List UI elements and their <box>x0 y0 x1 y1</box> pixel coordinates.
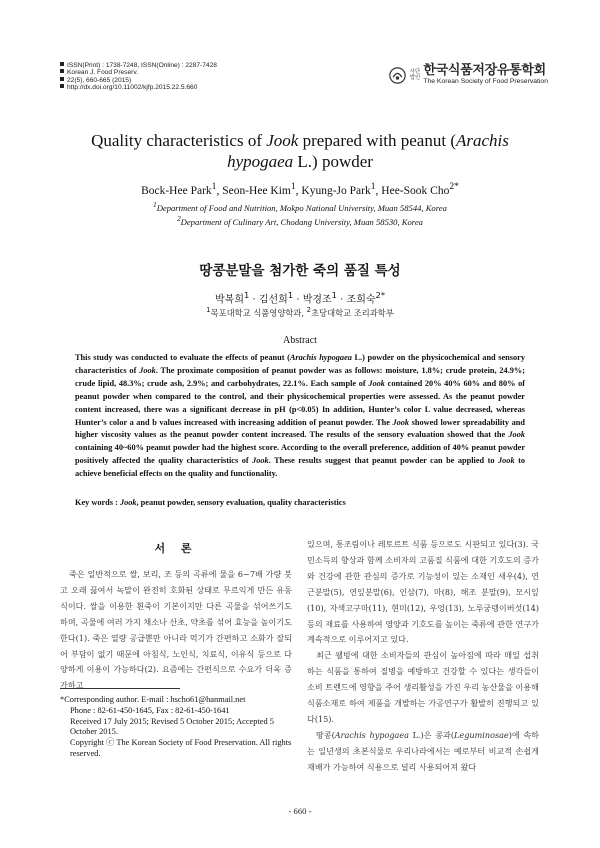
affiliation-text: 초당대학교 조리과학부 <box>311 307 394 318</box>
abstract-text: . These results suggest that peanut powder can be applied to <box>268 456 498 466</box>
abstract-italic: Jook <box>368 378 385 388</box>
affiliation-text: Department of Culinary Art, Chodang University, Muan 58530, Korea <box>180 216 423 227</box>
intro-paragraph <box>307 728 539 776</box>
author-name-kr: 박복희 <box>215 294 244 306</box>
society-names <box>423 64 548 86</box>
mini-label-2: 법인 <box>409 75 421 81</box>
affiliation-2 <box>60 214 540 228</box>
society-header <box>389 64 548 86</box>
footnote <box>60 695 292 760</box>
paper-title-kr: 땅콩분말을 첨가한 죽의 품질 특성 <box>199 263 401 279</box>
abstract-italic: Jook <box>392 417 410 427</box>
author-sup: 1 <box>211 181 217 192</box>
society-name-en: The Korean Society of Food Preservation <box>423 78 548 85</box>
keywords-list: , peanut powder, sensory evaluation, quality characteristics <box>136 498 346 507</box>
abstract-body <box>75 352 525 481</box>
abstract-italic: Jook <box>508 430 525 440</box>
journal-info <box>60 62 217 92</box>
affiliation-sup: 1 <box>206 306 211 314</box>
affiliation-sup: 1 <box>153 201 157 209</box>
footnote-divider <box>60 688 180 689</box>
abstract-italic: Arachis hypogaea <box>289 353 352 362</box>
author-sup: 2* <box>375 290 385 300</box>
journal-name <box>60 69 217 76</box>
journal-issue-text: 22(5), 660-665 (2015) <box>67 76 132 84</box>
abstract-text: contained 20% 40% 60% and 80% of peanut powder when compared to the control, and their physicochemical properties were assessed. As the peanut powder content increased, there was a significant decrease in pH (p<0.05) In addition, Hunter’s color L value decreased, whereas Hunter’s color a and b values increased with increasing addition of peanut powder. The <box>75 378 525 427</box>
author-separator: · <box>249 294 259 306</box>
keywords-label: Key words : <box>75 498 120 507</box>
abstract-text: This study was conducted to evaluate the effects of peanut ( <box>75 353 290 362</box>
footnote-corresponding: *Corresponding author. E-mail : hscho61@hanmail.net <box>60 695 246 704</box>
footnote-copyright: Copyright ⓒ The Korean Society of Food Preservation. All rights reserved. <box>70 738 292 758</box>
abstract-italic: Jook <box>498 456 515 466</box>
title-part: L.) powder <box>293 152 373 171</box>
journal-doi <box>60 84 217 91</box>
authors-en: Bock-Hee Park$^1$, Seon-Hee Kim$^1$, Kyung-Jo Park$^1$, Hee-Sook Cho$^{2*}$ <box>141 181 459 197</box>
title-part: prepared with peanut ( <box>298 131 456 150</box>
abstract-text: showed lower spreadability and higher viscosity values as the peanut powder content increased. The results of the sensory evaluation showed that the <box>75 417 525 440</box>
intro-text: 땅콩( <box>316 729 335 740</box>
intro-paragraph: 있으며, 통조림이나 레토르트 식품 등으로도 시판되고 있다(3). 국민소득의 향상과 함께 소비자의 고품질 식품에 대한 기호도의 증가와 건강에 관한 관심의 증가로 기능성이 있는 소재인 새우(4), 연근분말(5), 연잎분말(6), 인삼(7), 마(8), 해조 분말(9), 모시잎(10), 자색고구마(11), 현미(12), 우엉(13), 노루궁뎅이버섯(14) 등의 재료를 사용하여 영양과 기호도를 높이는 죽류에 관한 연구가 계속적으로 이루어지고 있다. <box>307 539 539 645</box>
journal-issue <box>60 77 217 84</box>
footnote-received: Received 17 July 2015; Revised 5 October 2015; Accepted 5 October 2015. <box>70 716 274 737</box>
section-heading-intro: 서 론 <box>154 542 198 555</box>
author-sup: 1 <box>290 181 296 192</box>
abstract-italic: Jook <box>139 365 156 375</box>
author-name: Kyung-Jo Park <box>301 184 371 197</box>
title-part: Quality characteristics of <box>91 131 267 150</box>
society-logo-icon <box>389 67 406 84</box>
affiliation-sup: 2 <box>306 306 312 314</box>
intro-italic: Arachis hypogaea <box>334 729 409 740</box>
author-separator: · <box>293 294 303 306</box>
author-name-kr: 조희숙 <box>346 294 376 306</box>
bullet-icon <box>60 62 64 66</box>
society-name-kr: 한국식품저장유통학회 <box>423 63 546 78</box>
author-name-kr: 박경조 <box>302 294 332 306</box>
journal-name-text: Korean J. Food Preserv. <box>67 69 138 77</box>
author-sup: 1 <box>331 290 337 300</box>
author-sup: 1 <box>287 290 294 300</box>
mini-label-1: 사단 <box>409 69 421 75</box>
abstract-text: to achieve beneficial effects on the quality and functionality. <box>75 456 525 479</box>
author-sup: 1 <box>243 290 250 300</box>
intro-right-column <box>307 537 539 776</box>
keyword-italic: Jook <box>119 498 137 507</box>
abstract-text: L.) powder on the physicochemical and sensory characteristics of <box>75 353 525 375</box>
affiliation-1 <box>60 200 540 214</box>
affiliations-kr <box>60 306 540 319</box>
bullet-icon <box>60 77 64 81</box>
journal-issn-text: ISSN(Print) : 1738-7248, ISSN(Online) : 2287-7428 <box>67 62 217 69</box>
paper-title-en <box>60 130 540 172</box>
abstract-heading: Abstract <box>283 335 317 346</box>
abstract-italic: Jook <box>252 456 269 466</box>
journal-issn <box>60 62 217 69</box>
author-name: Seon-Hee Kim <box>222 184 291 197</box>
page-number: - 660 - <box>288 806 312 816</box>
intro-text: )에 속하는 일년생의 초본식물로 우리나라에서는 예로부터 비교적 손쉽게 재배가 가능하여 식용으로 널리 사용되어져 왔다 <box>307 729 540 772</box>
affiliation-text: Department of Food and Nutrition, Mokpo National University, Muan 58544, Korea <box>156 202 447 213</box>
society-mini-label <box>410 69 421 81</box>
bullet-icon <box>60 84 64 88</box>
abstract-text: . The proximate composition of peanut powder was as follows: moisture, 1.8%; crude protein, 24.9%; crude lipid, 48.3%; crude ash, 2.9%; and carbohydrates, 22.1%. Each sample of <box>75 365 525 388</box>
abstract-text: containing 40~60% peanut powder had the highest score. According to the overall preference, addition of 40% peanut powder positively affected the quality characteristics of <box>75 443 525 466</box>
footnote-phone: Phone : 82-61-450-1645, Fax : 82-61-450-1641 <box>70 705 230 715</box>
author-sup: 1 <box>370 181 376 192</box>
bullet-icon <box>60 69 64 73</box>
author-name-kr: 김선희 <box>258 294 288 306</box>
affiliation-sup: 2 <box>177 214 181 223</box>
intro-italic: Leguminosae <box>454 729 509 740</box>
authors-kr <box>60 290 540 305</box>
author-name: Bock-Hee Park <box>141 184 212 197</box>
author-sup: 2* <box>449 181 459 192</box>
title-jook: Jook <box>266 131 299 150</box>
intro-left-column: 죽은 일반적으로 쌀, 보리, 조 등의 곡류에 물을 6~7배 가량 붓고 오래 끓여서 녹말이 완전히 호화된 상태로 무르익게 만든 유동식이다. 쌀을 이용한 흰죽이 기본이지만 다른 곡물을 섞어쓰기도 하며, 곡물에 여러 가지 채소나 산초, 약초를 섞어 효능을 높이기도 한다(1). 죽은 열량 공급뿐만 아니라 먹기가 간편하고 소화가 잘되어 부담이 없기 때문에 아침식, 노인식, 치료식, 이유식 등으로 다양하게 이용이 가능하다(2). 요즘에는 간편식으로 수요가 더욱 증가하고 <box>60 569 292 691</box>
keywords <box>75 498 525 507</box>
affiliation-text: 목포대학교 식품영양학과, <box>210 307 307 318</box>
intro-paragraph: 최근 웰빙에 대한 소비자들의 관심이 높아짐에 따라 매일 섭취하는 식품을 통하여 질병을 예방하고 건강할 수 있다는 생각들이 소비 트렌드에 영향을 주어 생리활성을 가진 우리 농산물을 이용해 식품소재로 하여 제품을 개발하는 가공연구가 활발히 진행되고 있다(15). <box>307 650 539 724</box>
title-species: Arachis hypogaea <box>227 131 509 171</box>
author-name: Hee-Sook Cho <box>381 184 450 197</box>
author-separator: · <box>336 294 347 306</box>
affiliations-en <box>60 200 540 228</box>
doi-link[interactable]: http://dx.doi.org/10.11002/kjfp.2015.22.5.660 <box>67 84 198 92</box>
intro-text: L.)은 콩과( <box>408 729 455 740</box>
